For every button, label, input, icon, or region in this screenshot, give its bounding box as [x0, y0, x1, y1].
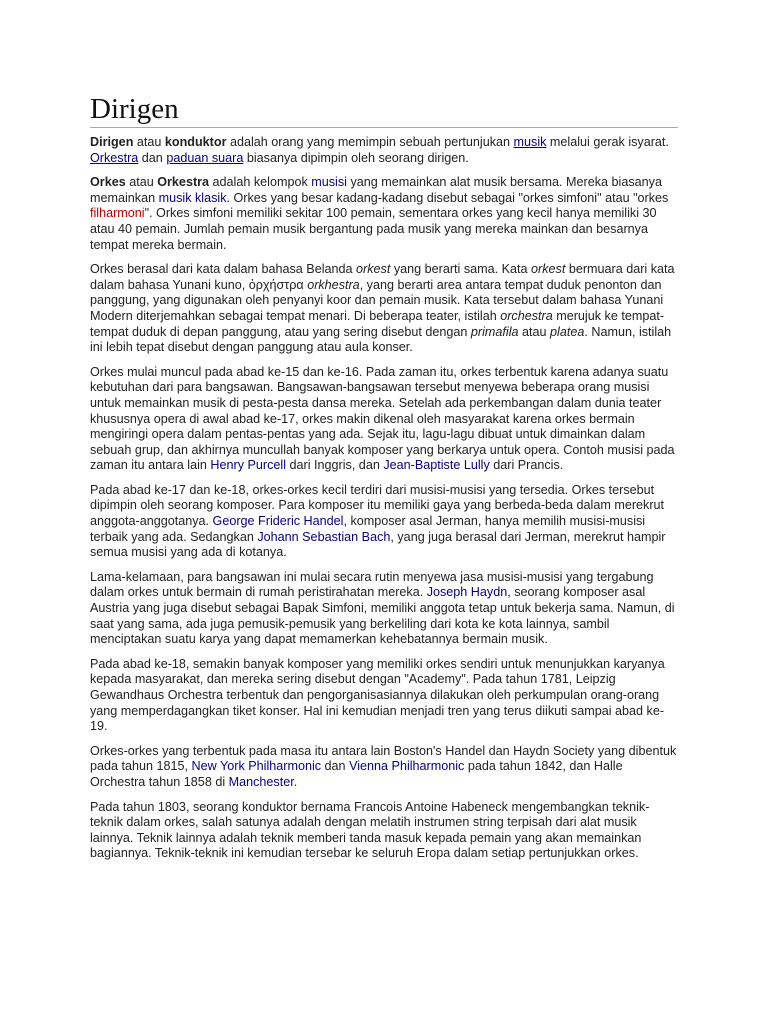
text-run: atau [518, 324, 551, 339]
text-run: bermuara dari kata dalam bahasa Yunani kuno, ὀρχήστρα [90, 262, 675, 292]
text-run: Lama-kelamaan, para bangsawan ini mulai secara rutin menyewa jasa musisi-musisi yang tergabung dalam orkes untuk bermain di rumah peristirahatan mereka. [90, 569, 654, 600]
paragraph-9 [90, 800, 678, 862]
link-henry-purcell[interactable]: Henry Purcell [210, 458, 287, 473]
bold-term: Orkestra [157, 175, 210, 190]
page-title: Dirigen [90, 0, 678, 128]
article-body [90, 135, 678, 862]
text-run: . [293, 774, 298, 789]
text-run: adalah orang yang memimpin sebuah pertunjukan [226, 135, 514, 149]
text-run: yang memainkan alat musik bersama. Mereka biasanya memainkan [90, 175, 662, 205]
text-run: dari Inggris, dan [286, 458, 384, 473]
text-run: merujuk ke tempat-tempat duduk di depan panggung, atau yang sering disebut dengan [90, 308, 665, 339]
link-paduan-suara[interactable]: paduan suara [166, 150, 244, 165]
link-jean-baptiste-lully[interactable]: Jean-Baptiste Lully [383, 458, 490, 473]
text-run: . Namun, istilah ini lebih tepat disebut dengan panggung atau aula konser. [90, 324, 672, 355]
text-run: Pada abad ke-17 dan ke-18, orkes-orkes kecil terdiri dari musisi-musisi yang tersedia. Orkes tersebut dipimpin oleh seorang komposer. Para komposer itu memiliki gaya yang berbeda-beda dalam merekrut anggota-anggotanya. [90, 482, 665, 529]
link-vienna-philharmonic[interactable]: Vienna Philharmonic [349, 759, 465, 774]
text-run: dan [321, 759, 350, 774]
link-orkestra[interactable]: Orkestra [90, 150, 139, 165]
link-manchester[interactable]: Manchester [228, 774, 294, 789]
text-run: , yang berarti area antara tempat duduk penonton dan panggung, yang digunakan oleh penyanyi koor dan pemain musik. Kata tersebut dalam bahasa Yunani Modern diterjemahkan sebagai tempat menari. Di beberapa teater, istilah [90, 277, 664, 323]
link-george-frideric-handel[interactable]: George Frideric Handel [212, 514, 344, 529]
text-run: Pada tahun 1803, seorang konduktor bernama Francois Antoine Habeneck mengembangkan teknik-teknik dalam orkes, salah satunya adalah dengan melatih instrumen string terpisah dari alat musik lainnya. Teknik lainnya adalah teknik memberi tanda masuk kepada pemain yang akan memainkan bagiannya. Teknik-teknik ini kemudian tersebar ke seluruh Eropa dalam setiap pertunjukkan orkes. [90, 799, 650, 861]
paragraph-4 [90, 365, 678, 474]
paragraph-7 [90, 657, 678, 735]
text-run: pada tahun 1842, dan Halle Orchestra tahun 1858 di [90, 759, 623, 789]
italic-term: orkest [356, 262, 391, 277]
italic-term: primafila [470, 324, 519, 339]
italic-term: orkhestra [307, 277, 360, 292]
link-musisi[interactable]: musisi [311, 175, 347, 190]
text-run: Pada abad ke-18, semakin banyak komposer yang memiliki orkes sendiri untuk menunjukkan karyanya kepada masyarakat, dan mereka sering disebut dengan "Academy". Pada tahun 1781, Leipzig Gewandhaus Orchestra terbentuk dan pengorganisasiannya dilakukan oleh perkumpulan orang-orang yang memperdagangkan tiket konser. Hal ini kemudian menjadi tren yang terus diikuti sampai abad ke-19. [90, 656, 665, 734]
link-new-york-philharmonic[interactable]: New York Philharmonic [191, 759, 322, 774]
text-run: , yang juga berasal dari Jerman, merekrut hampir semua musisi yang ada di kotanya. [90, 529, 666, 560]
link-musik[interactable]: musik [513, 135, 547, 149]
text-run: atau [133, 135, 165, 149]
paragraph-8 [90, 744, 678, 791]
paragraph-1 [90, 135, 678, 166]
italic-term: orchestra [500, 308, 553, 323]
text-run: biasanya dipimpin oleh seorang dirigen. [243, 150, 469, 165]
bold-term: Dirigen [90, 135, 134, 149]
text-run: dan [138, 150, 167, 165]
text-run: adalah kelompok [209, 175, 312, 190]
text-run: yang berarti sama. Kata [390, 262, 532, 277]
paragraph-6 [90, 570, 678, 648]
paragraph-5 [90, 483, 678, 561]
bold-term: Orkes [90, 175, 126, 190]
paragraph-2 [90, 175, 678, 253]
bold-term: konduktor [164, 135, 227, 149]
link-johann-sebastian-bach[interactable]: Johann Sebastian Bach [257, 529, 391, 544]
paragraph-3 [90, 262, 678, 356]
link-filharmoni[interactable]: filharmoni [90, 206, 145, 221]
link-musik-klasik[interactable]: musik klasik [158, 190, 227, 205]
text-run: . Orkes yang besar kadang-kadang disebut sebagai "orkes simfoni" atau "orkes [226, 190, 669, 205]
italic-term: platea [550, 324, 585, 339]
text-run: dari Prancis. [489, 458, 564, 473]
text-run: atau [125, 175, 158, 190]
link-joseph-haydn[interactable]: Joseph Haydn [426, 585, 508, 600]
text-run: Orkes berasal dari kata dalam bahasa Belanda [90, 262, 357, 277]
text-run: ". Orkes simfoni memiliki sekitar 100 pemain, sementara orkes yang kecil hanya memiliki 30 atau 40 pemain. Jumlah pemain musik bergantung pada musik yang mereka mainkan dan besarnya tempat mereka bermain. [90, 206, 657, 252]
text-run: , seorang komposer asal Austria yang juga disebut sebagai Bapak Simfoni, memiliki anggota tetap untuk bekerja sama. Namun, di saat yang sama, ada juga pemusik-pemusik yang berkeliling dari kota ke kota lainnya, sambil menciptakan suatu karya yang dapat memamerkan kehebatannya bermain musik. [90, 585, 675, 647]
italic-term: orkest [531, 262, 566, 277]
text-run: melalui gerak isyarat. [546, 135, 669, 149]
text-run: , komposer asal Jerman, hanya memilih musisi-musisi terbaik yang ada. Sedangkan [90, 514, 646, 544]
text-run: Orkes mulai muncul pada abad ke-15 dan ke-16. Pada zaman itu, orkes terbentuk karena adanya suatu kebutuhan dari para bangsawan. Bangsawan-bangsawan tersebut menyewa beberapa orang musisi untuk memainkan musik di pesta-pesta dansa mereka. Setelah ada perkembangan dalam dunia teater khususnya opera di awal abad ke-17, orkes makin dikenal oleh masyarakat karena orkes bermain mengiringi opera dalam pentas-pentas yang ada. Sejak itu, lagu-lagu dibuat untuk dimainkan dalam sebuah grup, dan akhirnya muncullah banyak komposer yang berkarya untuk opera. Contoh musisi pada zaman itu antara lain [90, 364, 675, 473]
text-run: Orkes-orkes yang terbentuk pada masa itu antara lain Boston's Handel dan Haydn Society yang dibentuk pada tahun 1815, [90, 743, 677, 774]
